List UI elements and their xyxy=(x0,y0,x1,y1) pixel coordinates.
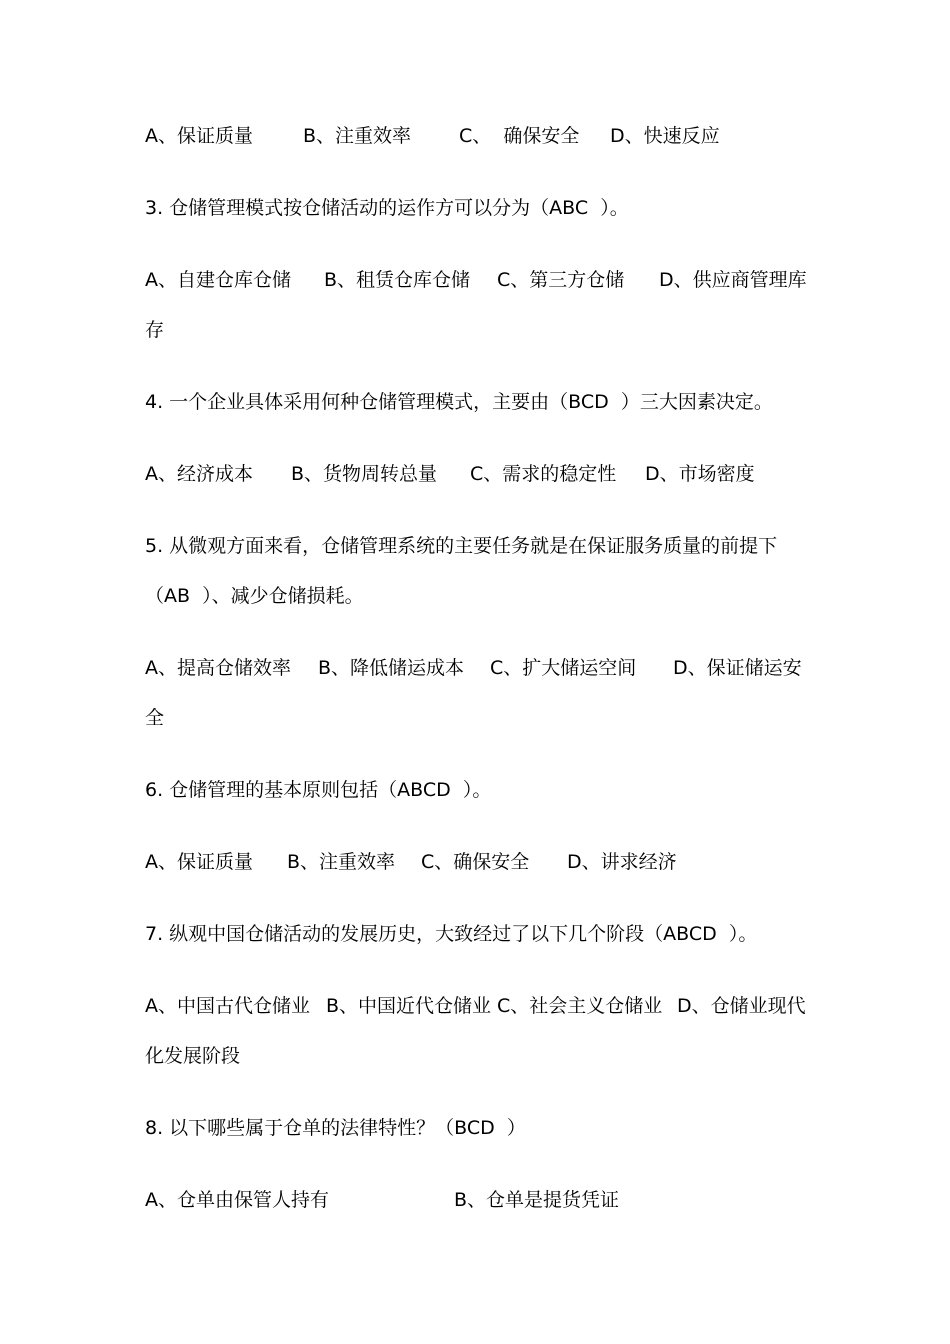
q8-option-a: A、仓单由保管人持有 xyxy=(145,1189,329,1211)
q5-option-c: C、扩大储运空间 xyxy=(490,657,637,679)
q3-question: 3. 仓储管理模式按仓储活动的运作方可以分为（ABC ）。 xyxy=(145,197,629,219)
q6-option-a: A、保证质量 xyxy=(145,851,253,873)
q5-question: 5. 从微观方面来看，仓储管理系统的主要任务就是在保证服务质量的前提下 xyxy=(145,535,778,557)
q4-option-b: B、货物周转总量 xyxy=(291,463,438,485)
q7-option-continuation: 化发展阶段 xyxy=(145,1045,241,1067)
q6-option-c: C、确保安全 xyxy=(421,851,530,873)
q8-option-b: B、仓单是提货凭证 xyxy=(454,1189,620,1211)
q3-option-c: C、第三方仓储 xyxy=(497,269,625,291)
q7-option-a: A、中国古代仓储业 xyxy=(145,995,310,1017)
q6-option-d: D、讲求经济 xyxy=(567,851,677,873)
q7-option-c: C、社会主义仓储业 xyxy=(497,995,663,1017)
q5-option-a: A、提高仓储效率 xyxy=(145,657,291,679)
q5-option-d: D、保证储运安 xyxy=(673,657,802,679)
q2-option-c: C、 确保安全 xyxy=(459,125,580,147)
q3-option-d: D、供应商管理库 xyxy=(659,269,807,291)
q6-option-b: B、注重效率 xyxy=(287,851,396,873)
q7-question: 7. 纵观中国仓储活动的发展历史，大致经过了以下几个阶段（ABCD ）。 xyxy=(145,923,758,945)
q4-option-c: C、需求的稳定性 xyxy=(470,463,617,485)
q4-option-a: A、经济成本 xyxy=(145,463,253,485)
q5-question-continuation: （AB ）、减少仓储损耗。 xyxy=(145,585,364,607)
q3-option-b: B、租赁仓库仓储 xyxy=(324,269,471,291)
q5-option-continuation: 全 xyxy=(145,707,165,729)
q7-option-b: B、中国近代仓储业 xyxy=(326,995,492,1017)
q2-option-b: B、注重效率 xyxy=(303,125,412,147)
q7-option-d: D、仓储业现代 xyxy=(677,995,806,1017)
q4-option-d: D、市场密度 xyxy=(645,463,755,485)
q8-question: 8. 以下哪些属于仓单的法律特性？（BCD ） xyxy=(145,1117,526,1139)
q3-option-continuation: 存 xyxy=(145,319,165,341)
q3-option-a: A、自建仓库仓储 xyxy=(145,269,291,291)
q5-option-b: B、降低储运成本 xyxy=(318,657,465,679)
q2-option-a: A、保证质量 xyxy=(145,125,253,147)
q2-option-d: D、快速反应 xyxy=(610,125,720,147)
q6-question: 6. 仓储管理的基本原则包括（ABCD ）。 xyxy=(145,779,492,801)
q4-question: 4. 一个企业具体采用何种仓储管理模式，主要由（BCD ）三大因素决定。 xyxy=(145,391,773,413)
